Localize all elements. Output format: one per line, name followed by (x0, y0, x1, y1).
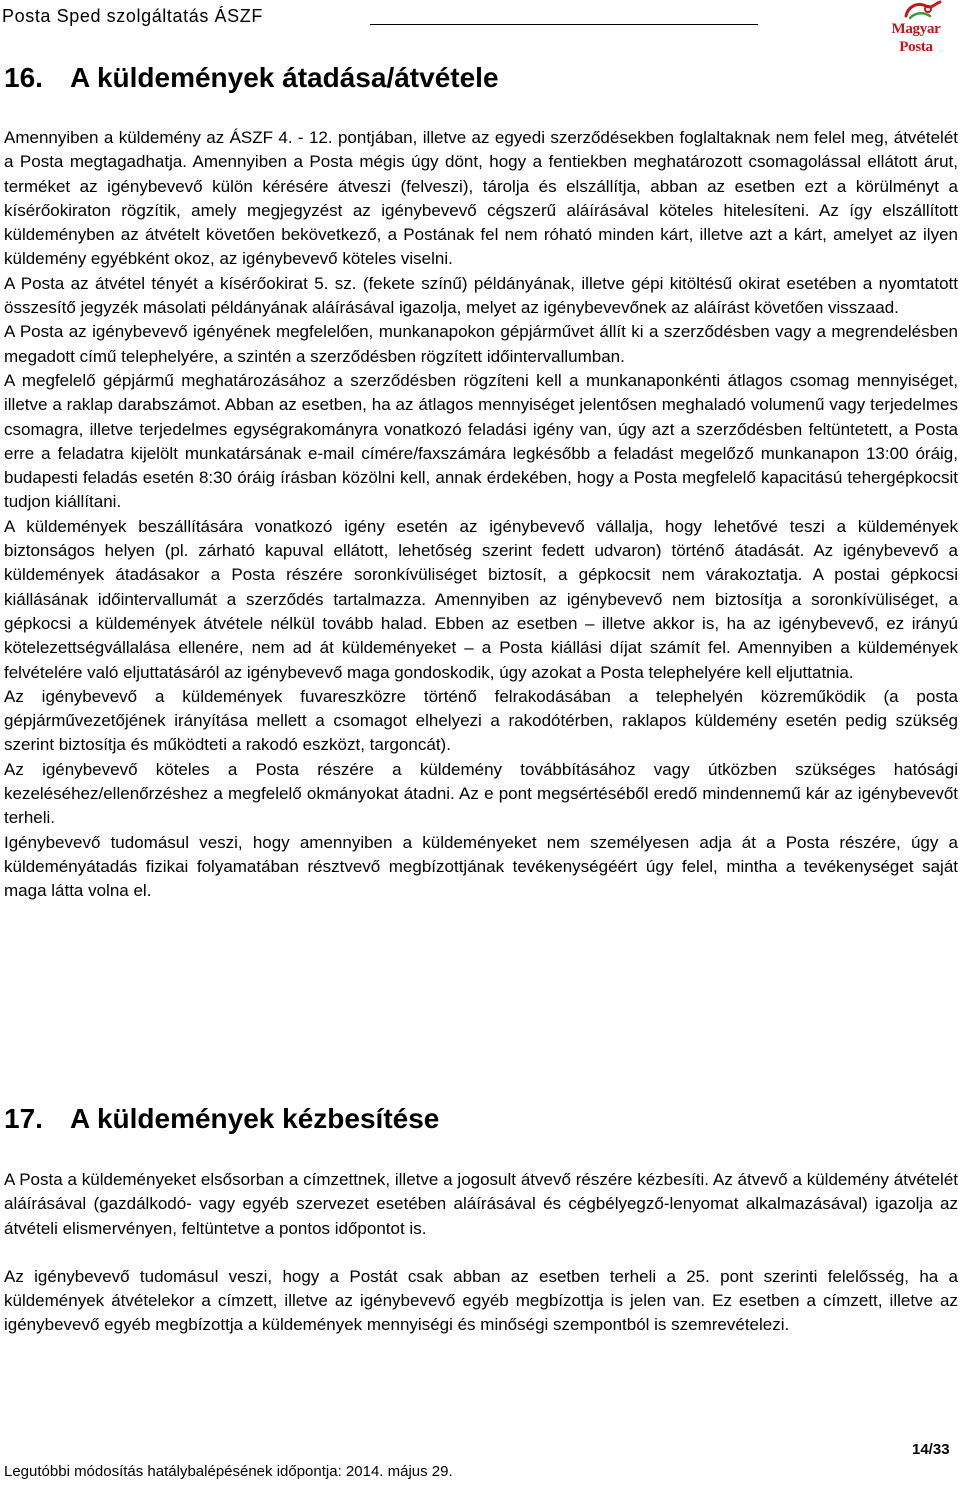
paragraph: Igénybevevő tudomásul veszi, hogy amennyiben a küldeményeket nem személyesen adja át a Posta részére, úgy a küldeményátadás fizikai folyamatában résztvevő megbízottjának tevékenységéért úgy felel, mintha a tevékenységet saját maga látta volna el. (4, 832, 958, 901)
section-16-title: A küldemények átadása/átvétele (70, 62, 499, 93)
paragraph: A küldemények beszállítására vonatkozó igény esetén az igénybevevő vállalja, hogy lehetővé teszi a küldemények biztonságos helyen (pl. zárható kapuval ellátott, lehetőség szerint fedett udvaron) történő átadását. Az igénybevevő a küldemények átadásakor a Posta részére soronkívüliséget biztosít, a gépkocsit nem várakoztatja. A postai gépkocsi kiállásának időintervallumát a szerződés tartalmazza. Amennyiben az igénybevevő nem biztosítja a soronkívüliséget, a gépkocsi a küldemények átvétele nélkül tovább halad. Ebben az esetben – illetve akkor is, ha az igénybevevő, ez irányú kötelezettségvállalása ellenére, nem ad át küldeményeket – a Posta kiállási díjat számít fel. Amennyiben a küldemények felvételére való eljuttatásáról az igénybevevő maga gondoskodik, úgy azokat a Posta telephelyére kell eljuttatnia. (4, 516, 958, 682)
section-16-number: 16. (4, 62, 43, 93)
magyar-posta-logo (876, 0, 956, 55)
page-number: 14/33 (912, 1441, 950, 1458)
paragraph: Az igénybevevő köteles a Posta részére a küldemény továbbításához vagy útközben szükséges hatósági kezeléséhez/ellenőrzéshez a megfelelő okmányokat átadni. Az e pont megsértéséből eredő mindennemű kár az igénybevevőt terheli. (4, 759, 958, 828)
paragraph: A Posta a küldeményeket elsősorban a címzettnek, illetve a jogosult átvevő részére kézbesíti. Az átvevő a küldemény átvételét aláírásával (gazdálkodó- vagy egyéb szervezet esetében aláírásával és cégbélyegző-lenyomat alkalmazásával) igazolja az átvételi elismervényen, feltüntetve a pontos időpontot is. (4, 1170, 958, 1238)
section-17-title: A küldemények kézbesítése (70, 1103, 440, 1134)
paragraph: Az igénybevevő tudomásul veszi, hogy a Postát csak abban az esetben terheli a 25. pont szerinti felelősség, ha a küldemények átvételekor a címzett, illetve az igénybevevő egyéb megbízottja is jelen van. Ez esetben a címzett, illetve az igénybevevő egyéb megbízottja a küldemények mennyiségi és minőségi szempontból is szemrevételezi. (4, 1266, 958, 1335)
posthorn-icon (898, 0, 946, 22)
paragraph: Amennyiben a küldemény az ÁSZF 4. - 12. pontjában, illetve az egyedi szerződésekben foglaltaknak nem felel meg, átvételét a Posta megtagadhatja. Amennyiben a Posta mégis úgy dönt, hogy a fentiekben meghatározott csomagolással ellátott árut, terméket az igénybevevő külön kérésére átveszi (felveszi), tárolja és elszállítja, abban az esetben ezt a körülményt a kísérőokiraton rögzítik, amely megjegyzést az igénybevevő cégszerű aláírásával köteles hitelesíteni. Az így elszállított küldeményben az átvételt követően bekövetkező, a Postának fel nem róható minden kárt, illetve azt a kárt, amelyet az ilyen küldemény egyébként okoz, az igénybevevő köteles viselni. (4, 128, 958, 269)
section-17-heading (4, 1103, 439, 1135)
paragraph: A Posta az átvétel tényét a kísérőokirat 5. sz. (fekete színű) példányának, illetve gépi kitöltésű okirat esetében a nyomtatott összesítő jegyzék másolati példányának aláírásával igazolja, melyet az igénybevevőnek az aláírást követően visszaad. (4, 273, 958, 318)
modification-date: Legutóbbi módosítás hatálybalépésének időpontja: 2014. május 29. (4, 1463, 453, 1480)
section-16-body (4, 126, 958, 904)
paragraph: A megfelelő gépjármű meghatározásához a szerződésben rögzíteni kell a munkanaponkénti átlagos csomag mennyiséget, illetve a raklap darabszámot. Abban az esetben, ha az átlagos mennyiséget jelentősen meghaladó volumenű vagy terjedelmes csomagra, illetve terjedelmes egységrakományra vonatkozó feladási igény van, úgy azt a szerződésben feltüntetett, a Posta erre a feladatra kijelölt munkatársának e-mail címére/faxszámára legkésőbb a feladást megelőző munkanapon 13:00 óráig, budapesti feladás esetén 8:30 óráig írásban közölni kell, annak érdekében, hogy a Posta megfelelő kapacitású tehergépkocsit tudjon kiállítani. (4, 370, 958, 512)
header-rule (370, 24, 758, 25)
section-17-number: 17. (4, 1103, 43, 1134)
section-17-body (4, 1168, 958, 1338)
section-16-heading (4, 62, 499, 94)
paragraph: A Posta az igénybevevő igényének megfelelően, munkanapokon gépjárművet állít ki a szerződésben vagy a megrendelésben megadott című telephelyére, a szintén a szerződésben rögzített időintervallumban. (4, 322, 958, 366)
logo-text: Magyar Posta (891, 21, 941, 55)
document-title: Posta Sped szolgáltatás ÁSZF (2, 6, 263, 26)
paragraph: Az igénybevevő a küldemények fuvareszközre történő felrakodásában a telephelyén közreműködik (a posta gépjárművezetőjének irányítása mellett a csomagot elhelyezi a rakodótérben, raklapos küldemény esetén pedig szükség szerint biztosítja és működteti a rakodó eszközt, targoncát). (4, 686, 958, 755)
